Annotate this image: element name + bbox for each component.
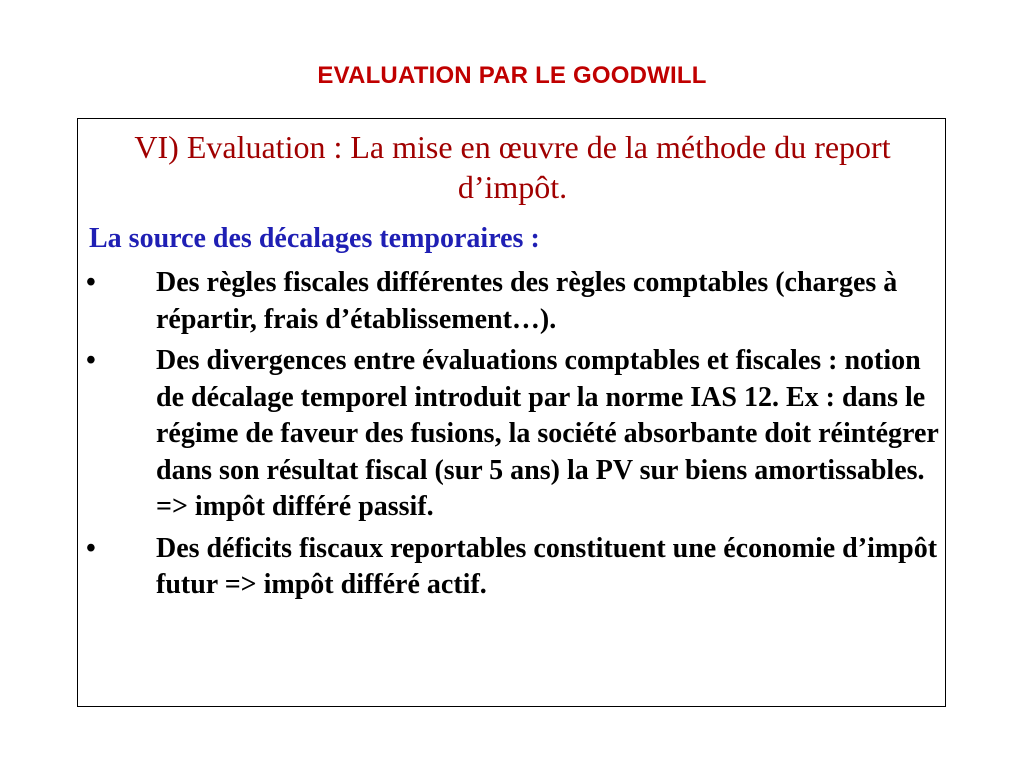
bullet-list xyxy=(78,265,947,609)
bullet-text: Des règles fiscales différentes des règles comptables (charges à répartir, frais d’établissement…). xyxy=(156,267,898,335)
bullet-item xyxy=(78,531,947,604)
bullet-item xyxy=(78,265,947,338)
bullet-text: Des déficits fiscaux reportables constituent une économie d’impôt futur => impôt différé actif. xyxy=(156,532,938,600)
content-box xyxy=(77,118,946,707)
bullet-dot-icon: • xyxy=(86,345,96,376)
bullet-dot-icon: • xyxy=(86,532,96,564)
section-heading: VI) Evaluation : La mise en œuvre de la méthode du report d’impôt. xyxy=(134,129,891,205)
bullet-text: Des divergences entre évaluations comptables et fiscales : notion de décalage temporel introduit par la norme IAS 12. Ex : dans le régime de faveur des fusions, la société absorbante doit réintégrer dans son résultat fiscal (sur 5 ans) la PV sur biens amortissables. => impôt différé passif. xyxy=(156,345,939,522)
subheading: La source des décalages temporaires : xyxy=(89,223,540,254)
slide-title: EVALUATION PAR LE GOODWILL xyxy=(317,62,707,89)
bullet-item xyxy=(78,343,947,526)
bullet-dot-icon: • xyxy=(86,267,96,298)
